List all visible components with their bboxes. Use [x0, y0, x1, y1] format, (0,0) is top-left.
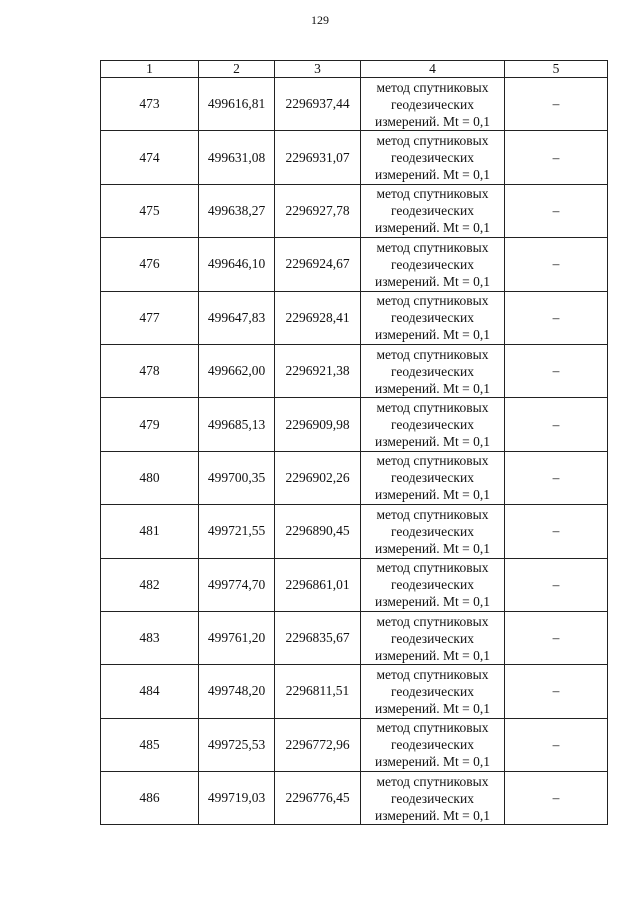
y-coordinate-cell: 2296772,96	[275, 718, 361, 771]
method-line: метод спутниковых	[376, 773, 489, 789]
method-line: измерений. Mt = 0,1	[374, 380, 491, 396]
y-coordinate-cell: 2296902,26	[275, 451, 361, 504]
coordinates-table	[100, 60, 608, 825]
x-coordinate-cell: 499638,27	[199, 184, 275, 237]
note-cell: –	[505, 772, 608, 825]
method-cell	[361, 772, 505, 825]
x-coordinate-cell: 499631,08	[199, 131, 275, 184]
x-coordinate-cell: 499761,20	[199, 611, 275, 664]
method-line: метод спутниковых	[376, 720, 489, 736]
header-col-4: 4	[361, 61, 505, 78]
note-cell: –	[505, 611, 608, 664]
method-line: геодезических	[391, 470, 474, 486]
table-row	[101, 184, 608, 237]
note-cell: –	[505, 344, 608, 397]
method-cell	[361, 558, 505, 611]
x-coordinate-cell: 499721,55	[199, 505, 275, 558]
header-col-1: 1	[101, 61, 199, 78]
note-cell: –	[505, 238, 608, 291]
x-coordinate-cell: 499748,20	[199, 665, 275, 718]
x-coordinate-cell: 499646,10	[199, 238, 275, 291]
method-line: метод спутниковых	[376, 186, 489, 202]
method-line: метод спутниковых	[376, 666, 489, 682]
method-line: геодезических	[391, 256, 474, 272]
point-number-cell: 473	[101, 78, 199, 131]
x-coordinate-cell: 499719,03	[199, 772, 275, 825]
table-row	[101, 451, 608, 504]
y-coordinate-cell: 2296928,41	[275, 291, 361, 344]
method-line: метод спутниковых	[376, 293, 489, 309]
note-cell: –	[505, 505, 608, 558]
table-row	[101, 611, 608, 664]
table-row	[101, 398, 608, 451]
method-cell	[361, 238, 505, 291]
y-coordinate-cell: 2296927,78	[275, 184, 361, 237]
point-number-cell: 480	[101, 451, 199, 504]
method-line: измерений. Mt = 0,1	[374, 594, 491, 610]
point-number-cell: 485	[101, 718, 199, 771]
table-row	[101, 344, 608, 397]
method-cell	[361, 78, 505, 131]
y-coordinate-cell: 2296909,98	[275, 398, 361, 451]
method-line: измерений. Mt = 0,1	[374, 167, 491, 183]
point-number-cell: 475	[101, 184, 199, 237]
y-coordinate-cell: 2296924,67	[275, 238, 361, 291]
note-cell: –	[505, 718, 608, 771]
table-row	[101, 718, 608, 771]
method-line: геодезических	[391, 577, 474, 593]
method-line: измерений. Mt = 0,1	[374, 540, 491, 556]
method-line: геодезических	[391, 417, 474, 433]
method-cell	[361, 344, 505, 397]
method-line: измерений. Mt = 0,1	[374, 487, 491, 503]
method-line: метод спутниковых	[376, 79, 489, 95]
header-row	[101, 61, 608, 78]
method-cell	[361, 184, 505, 237]
page-number: 129	[311, 13, 329, 27]
method-cell	[361, 131, 505, 184]
table-row	[101, 238, 608, 291]
y-coordinate-cell: 2296890,45	[275, 505, 361, 558]
method-line: геодезических	[391, 523, 474, 539]
x-coordinate-cell: 499774,70	[199, 558, 275, 611]
header-col-5: 5	[505, 61, 608, 78]
point-number-cell: 484	[101, 665, 199, 718]
point-number-cell: 479	[101, 398, 199, 451]
point-number-cell: 478	[101, 344, 199, 397]
method-cell	[361, 718, 505, 771]
y-coordinate-cell: 2296776,45	[275, 772, 361, 825]
table-row	[101, 665, 608, 718]
x-coordinate-cell: 499616,81	[199, 78, 275, 131]
table-row	[101, 131, 608, 184]
y-coordinate-cell: 2296937,44	[275, 78, 361, 131]
method-cell	[361, 665, 505, 718]
method-line: измерений. Mt = 0,1	[374, 434, 491, 450]
point-number-cell: 477	[101, 291, 199, 344]
table-header	[101, 61, 608, 78]
header-col-2: 2	[199, 61, 275, 78]
note-cell: –	[505, 451, 608, 504]
point-number-cell: 483	[101, 611, 199, 664]
y-coordinate-cell: 2296921,38	[275, 344, 361, 397]
method-line: геодезических	[391, 737, 474, 753]
table-row	[101, 78, 608, 131]
point-number-cell: 474	[101, 131, 199, 184]
method-line: измерений. Mt = 0,1	[374, 273, 491, 289]
method-line: геодезических	[391, 790, 474, 806]
method-line: геодезических	[391, 363, 474, 379]
method-line: измерений. Mt = 0,1	[374, 647, 491, 663]
method-line: геодезических	[391, 630, 474, 646]
table-row	[101, 505, 608, 558]
method-cell	[361, 398, 505, 451]
method-line: измерений. Mt = 0,1	[374, 220, 491, 236]
table-body	[101, 78, 608, 825]
x-coordinate-cell: 499647,83	[199, 291, 275, 344]
method-line: метод спутниковых	[376, 346, 489, 362]
method-line: измерений. Mt = 0,1	[374, 754, 491, 770]
table-row	[101, 291, 608, 344]
method-line: метод спутниковых	[376, 133, 489, 149]
method-line: геодезических	[391, 96, 474, 112]
note-cell: –	[505, 78, 608, 131]
method-line: измерений. Mt = 0,1	[374, 327, 491, 343]
method-line: метод спутниковых	[376, 453, 489, 469]
method-cell	[361, 611, 505, 664]
method-line: метод спутниковых	[376, 506, 489, 522]
y-coordinate-cell: 2296861,01	[275, 558, 361, 611]
x-coordinate-cell: 499700,35	[199, 451, 275, 504]
note-cell: –	[505, 398, 608, 451]
note-cell: –	[505, 131, 608, 184]
table-row	[101, 558, 608, 611]
method-line: измерений. Mt = 0,1	[374, 700, 491, 716]
x-coordinate-cell: 499662,00	[199, 344, 275, 397]
method-line: геодезических	[391, 683, 474, 699]
note-cell: –	[505, 558, 608, 611]
method-cell	[361, 291, 505, 344]
method-cell	[361, 505, 505, 558]
method-cell	[361, 451, 505, 504]
note-cell: –	[505, 184, 608, 237]
note-cell: –	[505, 291, 608, 344]
y-coordinate-cell: 2296835,67	[275, 611, 361, 664]
x-coordinate-cell: 499725,53	[199, 718, 275, 771]
x-coordinate-cell: 499685,13	[199, 398, 275, 451]
note-cell: –	[505, 665, 608, 718]
table-row	[101, 772, 608, 825]
y-coordinate-cell: 2296811,51	[275, 665, 361, 718]
method-line: измерений. Mt = 0,1	[374, 113, 491, 129]
method-line: метод спутниковых	[376, 239, 489, 255]
method-line: геодезических	[391, 150, 474, 166]
header-col-3: 3	[275, 61, 361, 78]
point-number-cell: 482	[101, 558, 199, 611]
method-line: метод спутниковых	[376, 400, 489, 416]
method-line: метод спутниковых	[376, 560, 489, 576]
method-line: геодезических	[391, 203, 474, 219]
method-line: геодезических	[391, 310, 474, 326]
y-coordinate-cell: 2296931,07	[275, 131, 361, 184]
point-number-cell: 481	[101, 505, 199, 558]
point-number-cell: 476	[101, 238, 199, 291]
method-line: измерений. Mt = 0,1	[374, 807, 491, 823]
method-line: метод спутниковых	[376, 613, 489, 629]
point-number-cell: 486	[101, 772, 199, 825]
